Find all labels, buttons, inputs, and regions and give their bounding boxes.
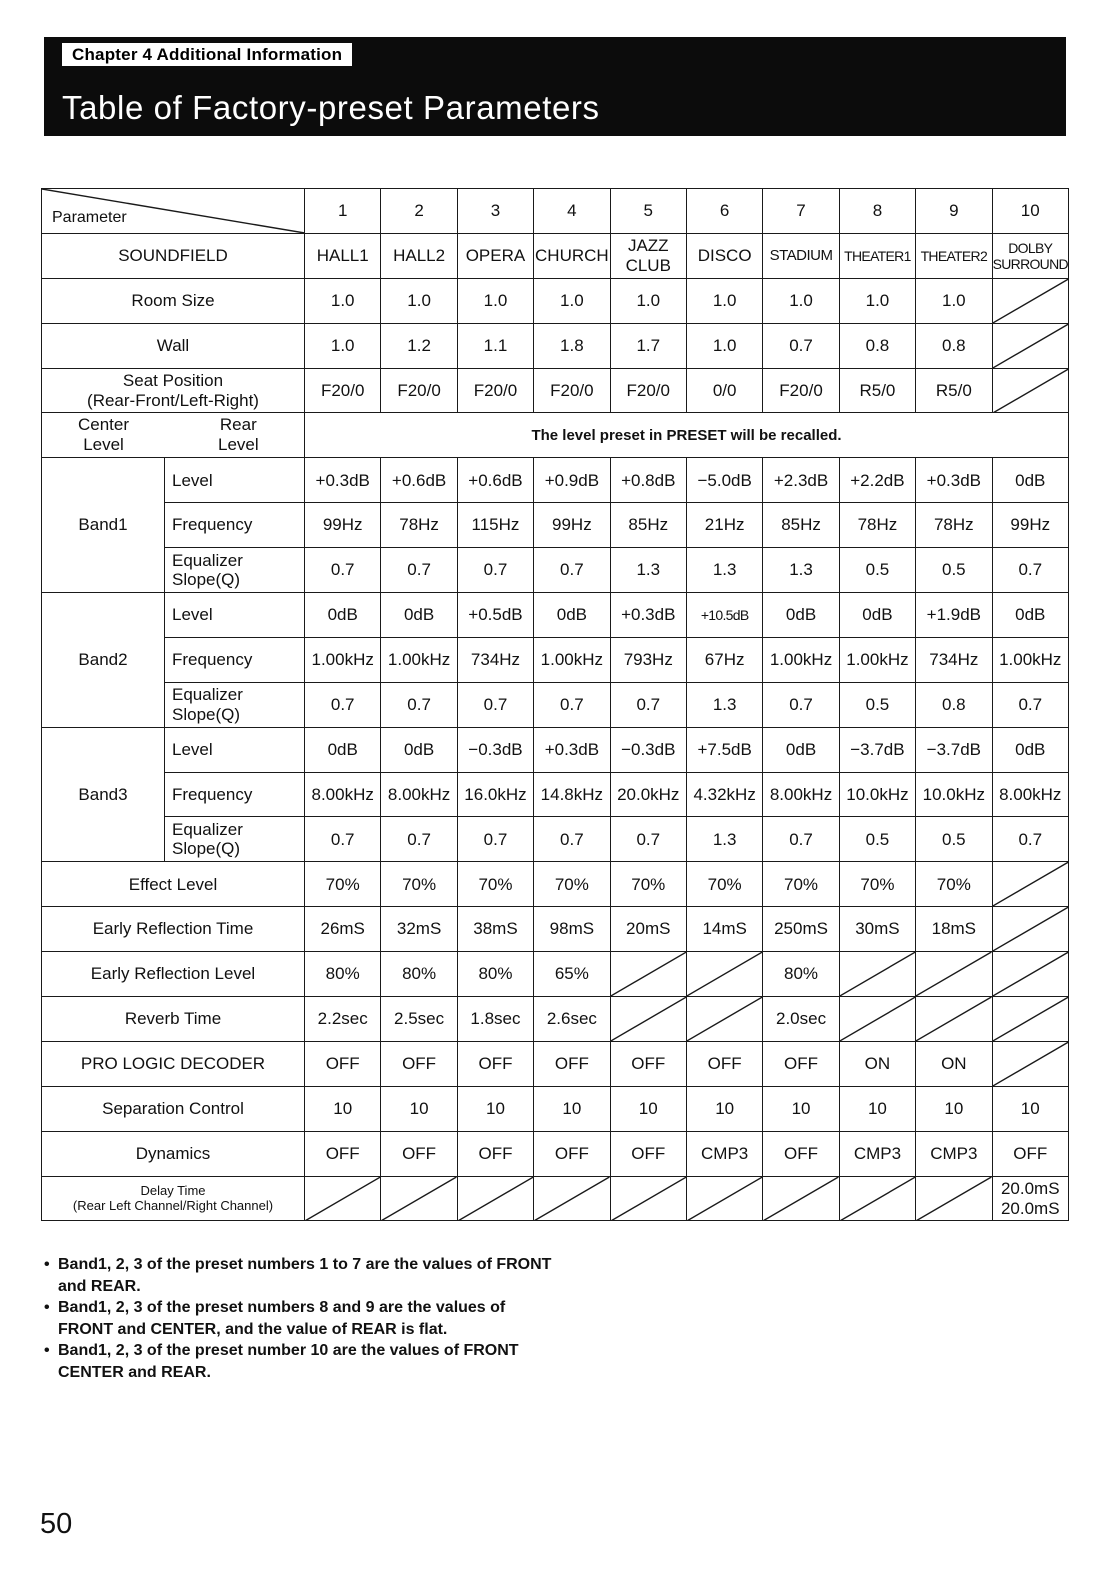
center-rear-level-label <box>42 413 305 458</box>
value-cell: 1.8 <box>534 323 610 368</box>
value-cell: +0.3dB <box>534 727 610 772</box>
value-cell: 0.5 <box>839 817 915 862</box>
value-cell: 80% <box>457 952 533 997</box>
value-cell: JAZZ CLUB <box>610 233 686 278</box>
value-cell: 1.3 <box>686 817 762 862</box>
value-cell: 0.5 <box>839 682 915 727</box>
value-cell: 38mS <box>457 907 533 952</box>
value-cell: 115Hz <box>457 503 533 548</box>
empty-cell <box>610 997 686 1042</box>
band-sub-label: Frequency <box>165 637 305 682</box>
value-cell: 70% <box>457 862 533 907</box>
value-cell: +0.6dB <box>381 458 457 503</box>
row-label: Effect Level <box>42 862 305 907</box>
value-cell: 1.3 <box>763 548 839 593</box>
diagonal-slash <box>840 997 915 1041</box>
diagonal-slash <box>687 1177 762 1221</box>
value-cell: 0.7 <box>457 817 533 862</box>
value-cell: 1.0 <box>305 278 381 323</box>
preset-recall-note: The level preset in PRESET will be recalled. <box>305 413 1069 458</box>
value-cell: 85Hz <box>763 503 839 548</box>
value-cell: 1.0 <box>305 323 381 368</box>
diagonal-slash <box>993 997 1068 1041</box>
footnote: • Band1, 2, 3 of the preset numbers 8 and 9 are the values of FRONT and CENTER, and the value of REAR is flat. <box>44 1297 564 1340</box>
value-cell: CMP3 <box>686 1131 762 1176</box>
value-cell: 1.0 <box>534 278 610 323</box>
value-cell: 65% <box>534 952 610 997</box>
preset-number-header: 4 <box>534 189 610 234</box>
preset-number-header: 6 <box>686 189 762 234</box>
value-cell: 0.7 <box>534 548 610 593</box>
value-cell: OFF <box>381 1041 457 1086</box>
value-cell: 70% <box>686 862 762 907</box>
value-cell: 0dB <box>534 593 610 638</box>
value-cell: 0dB <box>305 593 381 638</box>
value-cell: OFF <box>457 1131 533 1176</box>
value-cell: STADIUM <box>763 233 839 278</box>
value-cell: 98mS <box>534 907 610 952</box>
value-cell: +10.5dB <box>686 593 762 638</box>
value-cell: OFF <box>305 1041 381 1086</box>
diagonal-slash <box>534 1177 609 1221</box>
value-cell: 30mS <box>839 907 915 952</box>
value-cell: F20/0 <box>763 368 839 413</box>
value-cell: 78Hz <box>381 503 457 548</box>
band-sub-label: Level <box>165 727 305 772</box>
empty-cell <box>916 1176 992 1221</box>
empty-cell <box>839 997 915 1042</box>
value-cell: 0.7 <box>763 817 839 862</box>
value-cell: 10 <box>610 1086 686 1131</box>
value-cell: HALL1 <box>305 233 381 278</box>
value-cell: DISCO <box>686 233 762 278</box>
diagonal-slash <box>993 279 1068 323</box>
value-cell: 0dB <box>381 727 457 772</box>
band-sub-label: Equalizer Slope(Q) <box>165 817 305 862</box>
value-cell: 99Hz <box>305 503 381 548</box>
value-cell: 32mS <box>381 907 457 952</box>
diagonal-slash <box>916 952 991 996</box>
parameter-corner-header <box>42 189 305 234</box>
value-cell: 2.2sec <box>305 997 381 1042</box>
value-cell: 80% <box>381 952 457 997</box>
value-cell: +0.3dB <box>916 458 992 503</box>
row-label: SOUNDFIELD <box>42 233 305 278</box>
band-label: Band2 <box>42 593 165 728</box>
value-cell: 8.00kHz <box>305 772 381 817</box>
value-cell: +7.5dB <box>686 727 762 772</box>
empty-cell <box>763 1176 839 1221</box>
value-cell: R5/0 <box>839 368 915 413</box>
value-cell: +2.3dB <box>763 458 839 503</box>
value-cell: 0.5 <box>916 817 992 862</box>
diagonal-slash <box>993 907 1068 951</box>
value-cell: 0.7 <box>763 323 839 368</box>
empty-cell <box>992 952 1068 997</box>
value-cell: F20/0 <box>305 368 381 413</box>
diagonal-slash <box>687 997 762 1041</box>
value-cell: 1.0 <box>610 278 686 323</box>
diagonal-slash <box>687 952 762 996</box>
value-cell: 70% <box>305 862 381 907</box>
value-cell: 0.8 <box>916 682 992 727</box>
value-cell: 70% <box>610 862 686 907</box>
value-cell: 734Hz <box>916 637 992 682</box>
diagonal-slash <box>993 324 1068 368</box>
value-cell: 0dB <box>381 593 457 638</box>
value-cell: 14mS <box>686 907 762 952</box>
value-cell: HALL2 <box>381 233 457 278</box>
value-cell: +0.3dB <box>305 458 381 503</box>
value-cell: 1.3 <box>610 548 686 593</box>
value-cell: 0dB <box>305 727 381 772</box>
value-cell: F20/0 <box>610 368 686 413</box>
value-cell: +1.9dB <box>916 593 992 638</box>
value-cell: 0.8 <box>916 323 992 368</box>
row-label: Seat Position (Rear-Front/Left-Right) <box>42 368 305 413</box>
value-cell: OFF <box>305 1131 381 1176</box>
value-cell: 0dB <box>992 458 1068 503</box>
value-cell: 0dB <box>839 593 915 638</box>
value-cell: +0.3dB <box>610 593 686 638</box>
value-cell: 2.5sec <box>381 997 457 1042</box>
value-cell: THEATER1 <box>839 233 915 278</box>
value-cell: 1.00kHz <box>839 637 915 682</box>
empty-cell <box>992 997 1068 1042</box>
chapter-label: Chapter 4 Additional Information <box>62 43 352 66</box>
value-cell: OFF <box>763 1041 839 1086</box>
value-cell: 85Hz <box>610 503 686 548</box>
value-cell: 99Hz <box>992 503 1068 548</box>
row-label: PRO LOGIC DECODER <box>42 1041 305 1086</box>
empty-cell <box>992 323 1068 368</box>
preset-number-header: 3 <box>457 189 533 234</box>
value-cell: OFF <box>610 1131 686 1176</box>
diagonal-slash <box>916 1177 991 1221</box>
value-cell: 1.00kHz <box>381 637 457 682</box>
value-cell: 0dB <box>763 593 839 638</box>
diagonal-slash <box>381 1177 456 1221</box>
value-cell: OFF <box>381 1131 457 1176</box>
band-label: Band1 <box>42 458 165 593</box>
value-cell: 80% <box>763 952 839 997</box>
value-cell: OPERA <box>457 233 533 278</box>
value-cell: 1.00kHz <box>305 637 381 682</box>
value-cell: 2.0sec <box>763 997 839 1042</box>
band-sub-label: Level <box>165 458 305 503</box>
value-cell: OFF <box>534 1131 610 1176</box>
band-sub-label: Frequency <box>165 772 305 817</box>
row-label: Dynamics <box>42 1131 305 1176</box>
value-cell: 1.00kHz <box>534 637 610 682</box>
value-cell: 70% <box>839 862 915 907</box>
value-cell: −0.3dB <box>610 727 686 772</box>
value-cell: 26mS <box>305 907 381 952</box>
value-cell: 10 <box>305 1086 381 1131</box>
value-cell: 0.7 <box>457 548 533 593</box>
value-cell: 734Hz <box>457 637 533 682</box>
value-cell: CHURCH <box>534 233 610 278</box>
diagonal-slash <box>458 1177 533 1221</box>
value-cell: 0.7 <box>534 817 610 862</box>
value-cell: 70% <box>381 862 457 907</box>
empty-cell <box>305 1176 381 1221</box>
diagonal-slash <box>840 952 915 996</box>
value-cell: 0.7 <box>381 817 457 862</box>
value-cell: 0dB <box>992 593 1068 638</box>
value-cell: 0.7 <box>610 682 686 727</box>
value-cell: 0.7 <box>534 682 610 727</box>
diagonal-slash <box>611 1177 686 1221</box>
empty-cell <box>992 1041 1068 1086</box>
value-cell: 0.7 <box>305 682 381 727</box>
value-cell: +2.2dB <box>839 458 915 503</box>
value-cell: 2.6sec <box>534 997 610 1042</box>
value-cell: 21Hz <box>686 503 762 548</box>
page-number: 50 <box>40 1508 73 1540</box>
value-cell: 1.3 <box>686 682 762 727</box>
center-level-label: Center Level <box>78 414 130 454</box>
empty-cell <box>534 1176 610 1221</box>
empty-cell <box>839 952 915 997</box>
value-cell: OFF <box>763 1131 839 1176</box>
value-cell: 0.7 <box>457 682 533 727</box>
value-cell: 67Hz <box>686 637 762 682</box>
empty-cell <box>686 1176 762 1221</box>
value-cell: OFF <box>457 1041 533 1086</box>
band-sub-label: Equalizer Slope(Q) <box>165 548 305 593</box>
parameter-label: Parameter <box>52 208 127 226</box>
value-cell: 0.5 <box>839 548 915 593</box>
value-cell: 1.00kHz <box>763 637 839 682</box>
empty-cell <box>992 862 1068 907</box>
value-cell: 20.0mS 20.0mS <box>992 1176 1068 1221</box>
value-cell: 10 <box>534 1086 610 1131</box>
diagonal-slash <box>993 952 1068 996</box>
value-cell: 1.7 <box>610 323 686 368</box>
value-cell: −3.7dB <box>839 727 915 772</box>
value-cell: 70% <box>763 862 839 907</box>
value-cell: 70% <box>534 862 610 907</box>
value-cell: 4.32kHz <box>686 772 762 817</box>
value-cell: −0.3dB <box>457 727 533 772</box>
value-cell: +0.9dB <box>534 458 610 503</box>
value-cell: 1.0 <box>686 278 762 323</box>
value-cell: ON <box>916 1041 992 1086</box>
diagonal-slash <box>993 1042 1068 1086</box>
value-cell: 1.0 <box>763 278 839 323</box>
value-cell: ON <box>839 1041 915 1086</box>
value-cell: 0.7 <box>381 548 457 593</box>
preset-number-header: 8 <box>839 189 915 234</box>
value-cell: 0.8 <box>839 323 915 368</box>
empty-cell <box>992 368 1068 413</box>
value-cell: 1.0 <box>686 323 762 368</box>
empty-cell <box>381 1176 457 1221</box>
empty-cell <box>457 1176 533 1221</box>
value-cell: 0.5 <box>916 548 992 593</box>
diagonal-slash <box>611 997 686 1041</box>
value-cell: 1.3 <box>686 548 762 593</box>
preset-number-header: 9 <box>916 189 992 234</box>
band-sub-label: Equalizer Slope(Q) <box>165 682 305 727</box>
value-cell: THEATER2 <box>916 233 992 278</box>
diagonal-slash <box>993 862 1068 906</box>
value-cell: F20/0 <box>457 368 533 413</box>
empty-cell <box>916 952 992 997</box>
value-cell: OFF <box>610 1041 686 1086</box>
value-cell: 10.0kHz <box>916 772 992 817</box>
value-cell: 8.00kHz <box>992 772 1068 817</box>
value-cell: 10 <box>686 1086 762 1131</box>
empty-cell <box>686 952 762 997</box>
value-cell: 10 <box>992 1086 1068 1131</box>
value-cell: 0.7 <box>610 817 686 862</box>
rear-level-label: Rear Level <box>218 414 259 454</box>
page-title: Table of Factory-preset Parameters <box>62 89 600 126</box>
value-cell: 1.1 <box>457 323 533 368</box>
value-cell: 80% <box>305 952 381 997</box>
row-label: Wall <box>42 323 305 368</box>
preset-number-header: 10 <box>992 189 1068 234</box>
preset-number-header: 2 <box>381 189 457 234</box>
value-cell: CMP3 <box>916 1131 992 1176</box>
value-cell: 16.0kHz <box>457 772 533 817</box>
diagonal-slash <box>611 952 686 996</box>
value-cell: +0.6dB <box>457 458 533 503</box>
row-label: Early Reflection Time <box>42 907 305 952</box>
value-cell: 1.0 <box>457 278 533 323</box>
value-cell: 1.0 <box>839 278 915 323</box>
empty-cell <box>992 278 1068 323</box>
diagonal-slash <box>763 1177 838 1221</box>
value-cell: 793Hz <box>610 637 686 682</box>
preset-number-header: 7 <box>763 189 839 234</box>
value-cell: F20/0 <box>381 368 457 413</box>
empty-cell <box>610 952 686 997</box>
value-cell: 10 <box>763 1086 839 1131</box>
footnote: • Band1, 2, 3 of the preset number 10 are the values of FRONT CENTER and REAR. <box>44 1340 564 1383</box>
value-cell: 0dB <box>763 727 839 772</box>
value-cell: 8.00kHz <box>381 772 457 817</box>
empty-cell <box>686 997 762 1042</box>
value-cell: +0.8dB <box>610 458 686 503</box>
band-sub-label: Frequency <box>165 503 305 548</box>
value-cell: DOLBY SURROUND <box>992 233 1068 278</box>
value-cell: 10.0kHz <box>839 772 915 817</box>
value-cell: 250mS <box>763 907 839 952</box>
chapter-header-banner <box>44 37 1066 136</box>
value-cell: 0.7 <box>992 682 1068 727</box>
value-cell: 10 <box>457 1086 533 1131</box>
value-cell: 0.7 <box>381 682 457 727</box>
diagonal-slash <box>916 997 991 1041</box>
row-label: Separation Control <box>42 1086 305 1131</box>
value-cell: 10 <box>839 1086 915 1131</box>
diagonal-slash <box>305 1177 380 1221</box>
value-cell: 0dB <box>992 727 1068 772</box>
value-cell: 1.8sec <box>457 997 533 1042</box>
value-cell: 0/0 <box>686 368 762 413</box>
value-cell: OFF <box>686 1041 762 1086</box>
row-label: Early Reflection Level <box>42 952 305 997</box>
empty-cell <box>839 1176 915 1221</box>
band-sub-label: Level <box>165 593 305 638</box>
preset-number-header: 5 <box>610 189 686 234</box>
value-cell: 20mS <box>610 907 686 952</box>
value-cell: 0.7 <box>992 817 1068 862</box>
value-cell: 14.8kHz <box>534 772 610 817</box>
empty-cell <box>916 997 992 1042</box>
value-cell: 1.2 <box>381 323 457 368</box>
row-label: Delay Time (Rear Left Channel/Right Channel) <box>42 1176 305 1221</box>
band-label: Band3 <box>42 727 165 862</box>
row-label: Room Size <box>42 278 305 323</box>
value-cell: 1.0 <box>381 278 457 323</box>
value-cell: 10 <box>916 1086 992 1131</box>
value-cell: 78Hz <box>916 503 992 548</box>
value-cell: +0.5dB <box>457 593 533 638</box>
value-cell: 0.7 <box>305 548 381 593</box>
value-cell: 20.0kHz <box>610 772 686 817</box>
value-cell: 1.00kHz <box>992 637 1068 682</box>
factory-preset-parameters-table <box>41 188 1069 1221</box>
value-cell: 70% <box>916 862 992 907</box>
value-cell: OFF <box>992 1131 1068 1176</box>
empty-cell <box>992 907 1068 952</box>
diagonal-slash <box>993 369 1068 413</box>
value-cell: −3.7dB <box>916 727 992 772</box>
value-cell: 0.7 <box>763 682 839 727</box>
value-cell: 78Hz <box>839 503 915 548</box>
value-cell: 18mS <box>916 907 992 952</box>
value-cell: 10 <box>381 1086 457 1131</box>
value-cell: −5.0dB <box>686 458 762 503</box>
footnote: • Band1, 2, 3 of the preset numbers 1 to 7 are the values of FRONT and REAR. <box>44 1254 564 1297</box>
value-cell: 0.7 <box>305 817 381 862</box>
value-cell: F20/0 <box>534 368 610 413</box>
empty-cell <box>610 1176 686 1221</box>
value-cell: 99Hz <box>534 503 610 548</box>
footnotes <box>44 1254 564 1384</box>
value-cell: 8.00kHz <box>763 772 839 817</box>
value-cell: 1.0 <box>916 278 992 323</box>
preset-number-header: 1 <box>305 189 381 234</box>
value-cell: OFF <box>534 1041 610 1086</box>
diagonal-slash <box>840 1177 915 1221</box>
row-label: Reverb Time <box>42 997 305 1042</box>
value-cell: R5/0 <box>916 368 992 413</box>
value-cell: CMP3 <box>839 1131 915 1176</box>
value-cell: 0.7 <box>992 548 1068 593</box>
